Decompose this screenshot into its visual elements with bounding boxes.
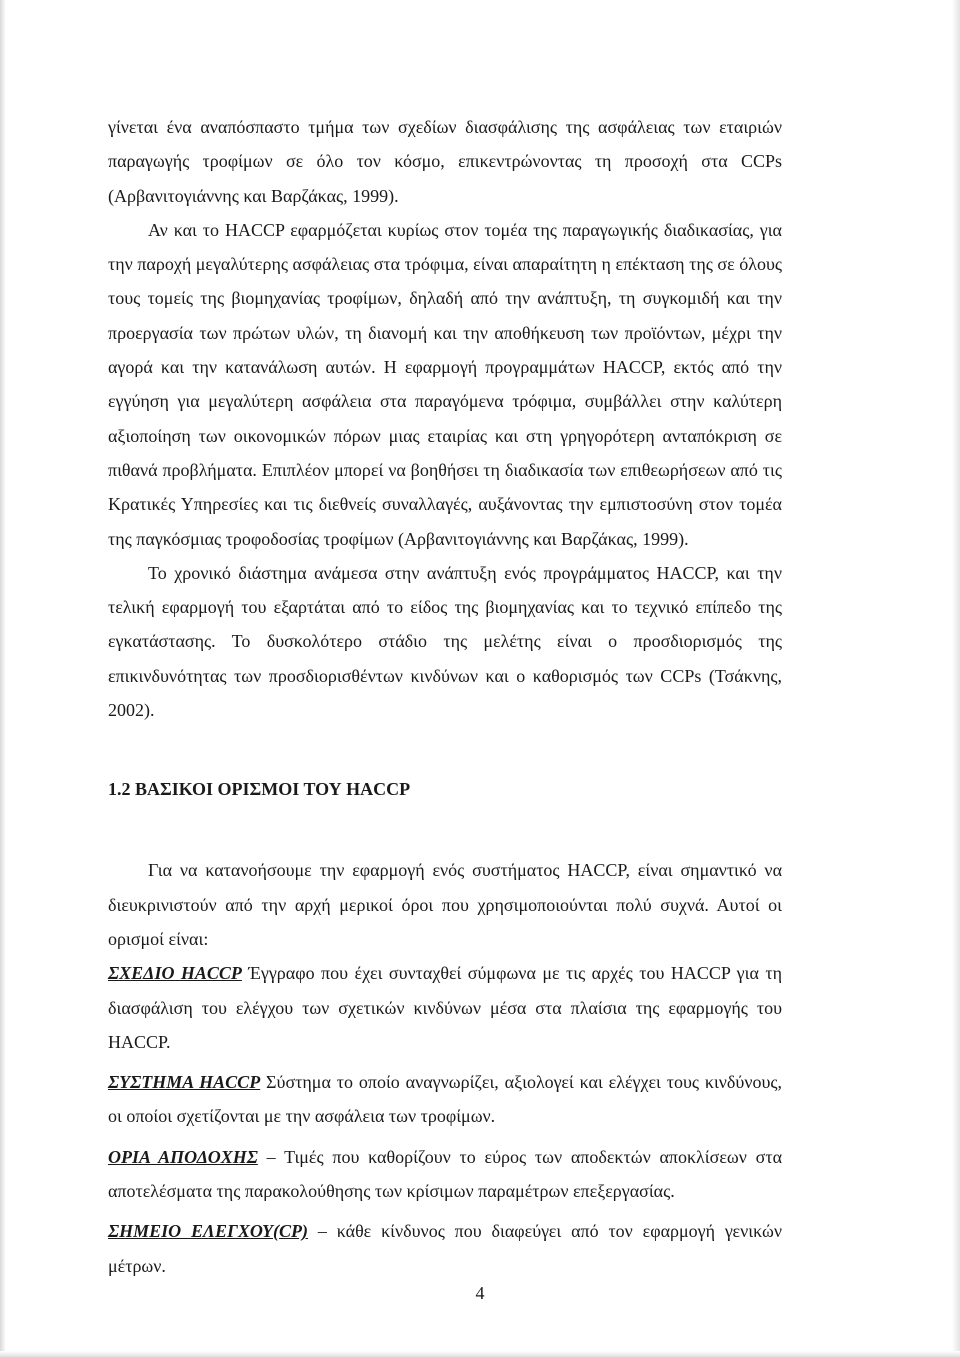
paragraph-timeframe: Το χρονικό διάστημα ανάμεσα στην ανάπτυξη ενός προγράμματος HACCP, και την τελική εφαρμογή του εξαρτάται από το είδος της βιομηχανίας και το τεχνικό επίπεδο της εγκατάστασης. Το δυσκολότερο στάδιο της μελέτης είναι ο προσδιορισμός της επικινδυνότητας των προσδιορισθέντων κινδύνων και ο καθορισμός των CCPs (Τσάκνης, 2002). xyxy=(108,562,782,721)
page-body xyxy=(108,110,782,1283)
definition-term: ΣΥΣΤΗΜΑ HACCP xyxy=(108,1072,261,1093)
scan-shadow-left xyxy=(0,0,6,1357)
definition-critical-limits xyxy=(108,1140,782,1209)
definition-haccp-plan xyxy=(108,956,782,1059)
definition-text: Σύστημα το οποίο αναγνωρίζει, αξιολογεί και ελέγχει τους κινδύνους, οι οποίοι σχετίζονται με την ασφάλεια των τροφίμων. xyxy=(108,1072,782,1127)
definition-text: – Τιμές που καθορίζουν το εύρος των αποδεκτών αποκλίσεων στα αποτελέσματα της παρακολούθησης των κρίσιμων παραμέτρων επεξεργασίας. xyxy=(108,1146,783,1202)
scan-shadow-bottom xyxy=(0,1351,960,1357)
definition-text: – κάθε κίνδυνος που διαφεύγει από τον εφαρμογή γενικών μέτρων. xyxy=(108,1221,782,1276)
definition-text: Έγγραφο που έχει συνταχθεί σύμφωνα με τις αρχές του HACCP για τη διασφάλιση του ελέγχου των σχετικών κινδύνων μέσα στα πλαίσια της εφαρμογής του HACCP. xyxy=(108,963,782,1052)
definition-control-point xyxy=(108,1214,782,1283)
section-heading: 1.2 ΒΑΣΙΚΟΙ ΟΡΙΣΜΟΙ ΤΟΥ HACCP xyxy=(108,779,411,800)
section-intro: Για να κατανοήσουμε την εφαρμογή ενός συστήματος HACCP, είναι σημαντικό να διευκρινιστούν από την αρχή μερικοί όροι που χρησιμοποιούνται πολύ συχνά. Αυτοί οι ορισμοί είναι: xyxy=(108,860,782,949)
paragraph-haccp-scope: Αν και το HACCP εφαρμόζεται κυρίως στον τομέα της παραγωγικής διαδικασίας, για την παροχή μεγαλύτερης ασφάλειας στα τρόφιμα, είναι απαραίτητη η επέκταση της σε όλους τους τομείς της βιομηχανίας τροφίμων, δηλαδή από την ανάπτυξη, τη συγκομιδή και την προεργασία των πρώτων υλών, τη διανομή και την αποθήκευση των προϊόντων, μέχρι την αγορά και την κατανάλωση αυτών. Η εφαρμογή προγραμμάτων HACCP, εκτός από την εγγύηση για μεγαλύτερη ασφάλεια στα παραγόμενα τρόφιμα, συμβάλλει στην καλύτερη αξιοποίηση των οικονομικών πόρων μιας εταιρίας και στη γρηγορότερη ανταπόκριση σε πιθανά προβλήματα. Επιπλέον μπορεί να βοηθήσει τη διαδικασία των επιθεωρήσεων από τις Κρατικές Υπηρεσίες και τις διεθνείς συναλλαγές, αυξάνοντας την εμπιστοσύνη στον τομέα της παγκόσμιας τροφοδοσίας τροφίμων (Αρβανιτογιάννης και Βαρζάκας, 1999). xyxy=(108,219,782,549)
definition-term: ΣΗΜΕΙΟ ΕΛΕΓΧΟΥ(CP) xyxy=(108,1221,308,1242)
definition-term: ΟΡΙΑ ΑΠΟΔΟΧΗΣ xyxy=(108,1146,258,1167)
definition-term: ΣΧΕΔΙΟ HACCP xyxy=(108,963,242,984)
scan-shadow-right xyxy=(952,0,960,1357)
paragraph-continuation: γίνεται ένα αναπόσπαστο τμήμα των σχεδίων διασφάλισης της ασφάλειας των εταιριών παραγωγής τροφίμων σε όλο τον κόσμο, επικεντρώνοντας τη προσοχή στα CCPs (Αρβανιτογιάννης και Βαρζάκας, 1999). xyxy=(108,117,782,206)
page-number: 4 xyxy=(475,1283,485,1303)
definition-haccp-system xyxy=(108,1065,782,1134)
